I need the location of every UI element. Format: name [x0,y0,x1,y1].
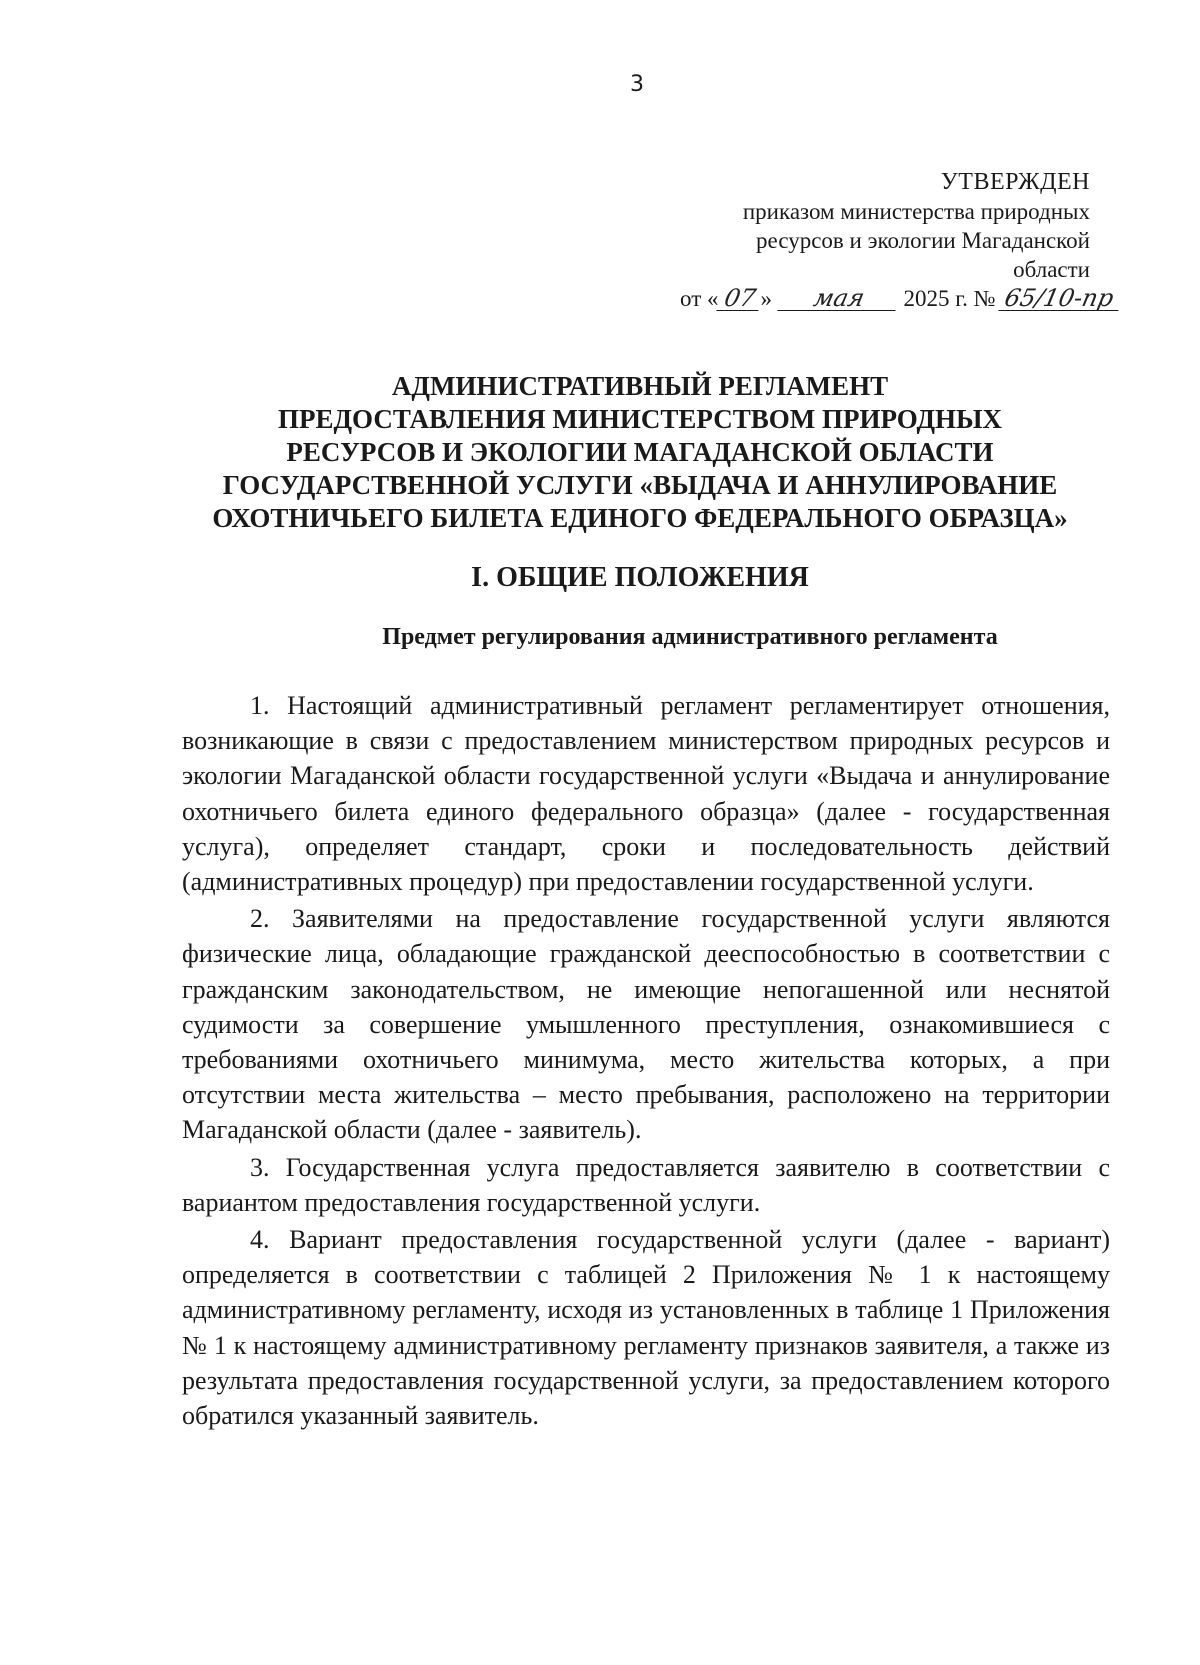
paragraph-4: 4. Вариант предоставления государственной услуги (далее - вариант) определяется в соответствии с таблицей 2 Приложения № 1 к настоящему административному регламенту, исходя из установленных в таблице 1 Приложения № 1 к настоящему административному регламенту признаков заявителя, а также из результата предоставления государственной услуги, за предоставлением которого обратился указанный заявитель. [182,1225,1110,1431]
approval-line-1: приказом министерства природных [742,199,1090,224]
date-year: 2025 г. № [903,286,996,311]
title-line-3: РЕСУРСОВ И ЭКОЛОГИИ МАГАДАНСКОЙ ОБЛАСТИ [286,437,994,467]
title-line-5: ОХОТНИЧЬЕГО БИЛЕТА ЕДИНОГО ФЕДЕРАЛЬНОГО ОБРАЗЦА» [212,503,1068,533]
approval-title: УТВЕРЖДЕН [940,169,1090,195]
section-heading: I. ОБЩИЕ ПОЛОЖЕНИЯ [471,562,809,593]
approval-block [680,168,1117,313]
title-line-1: АДМИНИСТРАТИВНЫЙ РЕГЛАМЕНТ [391,371,889,401]
paragraph-2: 2. Заявителями на предоставление государственной услуги являются физические лица, обладающие гражданской дееспособностью в соответствии с гражданским законодательством, не имеющие непогашенной или неснятой судимости за совершение умышленного преступления, ознакомившиеся с требованиями охотничьего минимума, место жительства которых, а при отсутствии места жительства – место пребывания, расположено на территории Магаданской области (далее - заявитель). [182,904,1110,1145]
date-prefix: от « [680,286,719,311]
document-title [150,370,1130,535]
page-number: 3 [630,72,644,97]
handwritten-month: мая [777,286,900,311]
title-line-2: ПРЕДОСТАВЛЕНИЯ МИНИСТЕРСТВОМ ПРИРОДНЫХ [277,404,1003,434]
handwritten-day: 07 [716,286,763,311]
paragraph-1: 1. Настоящий административный регламент регламентирует отношения, возникающие в связи с предоставлением министерством природных ресурсов и экологии Магаданской области государственной услуги «Выдача и аннулирование охотничьего билета единого федерального образца» (далее - государственная услуга), определяет стандарт, сроки и последовательность действий (административных процедур) при предоставлении государственной услуги. [182,691,1110,897]
subsection-heading: Предмет регулирования административного регламента [382,624,998,650]
date-mid: » [760,286,772,311]
handwritten-order-number: 65/10-пр [999,286,1124,311]
paragraph-3: 3. Государственная услуга предоставляется заявителю в соответствии с вариантом предоставления государственной услуги. [182,1152,1110,1217]
title-line-4: ГОСУДАРСТВЕННОЙ УСЛУГИ «ВЫДАЧА И АННУЛИРОВАНИЕ [222,470,1058,500]
approval-date-line [680,284,1117,313]
approval-line-3: области [1013,257,1090,282]
body-text [182,688,1110,1435]
approval-line-2: ресурсов и экологии Магаданской [756,228,1090,253]
